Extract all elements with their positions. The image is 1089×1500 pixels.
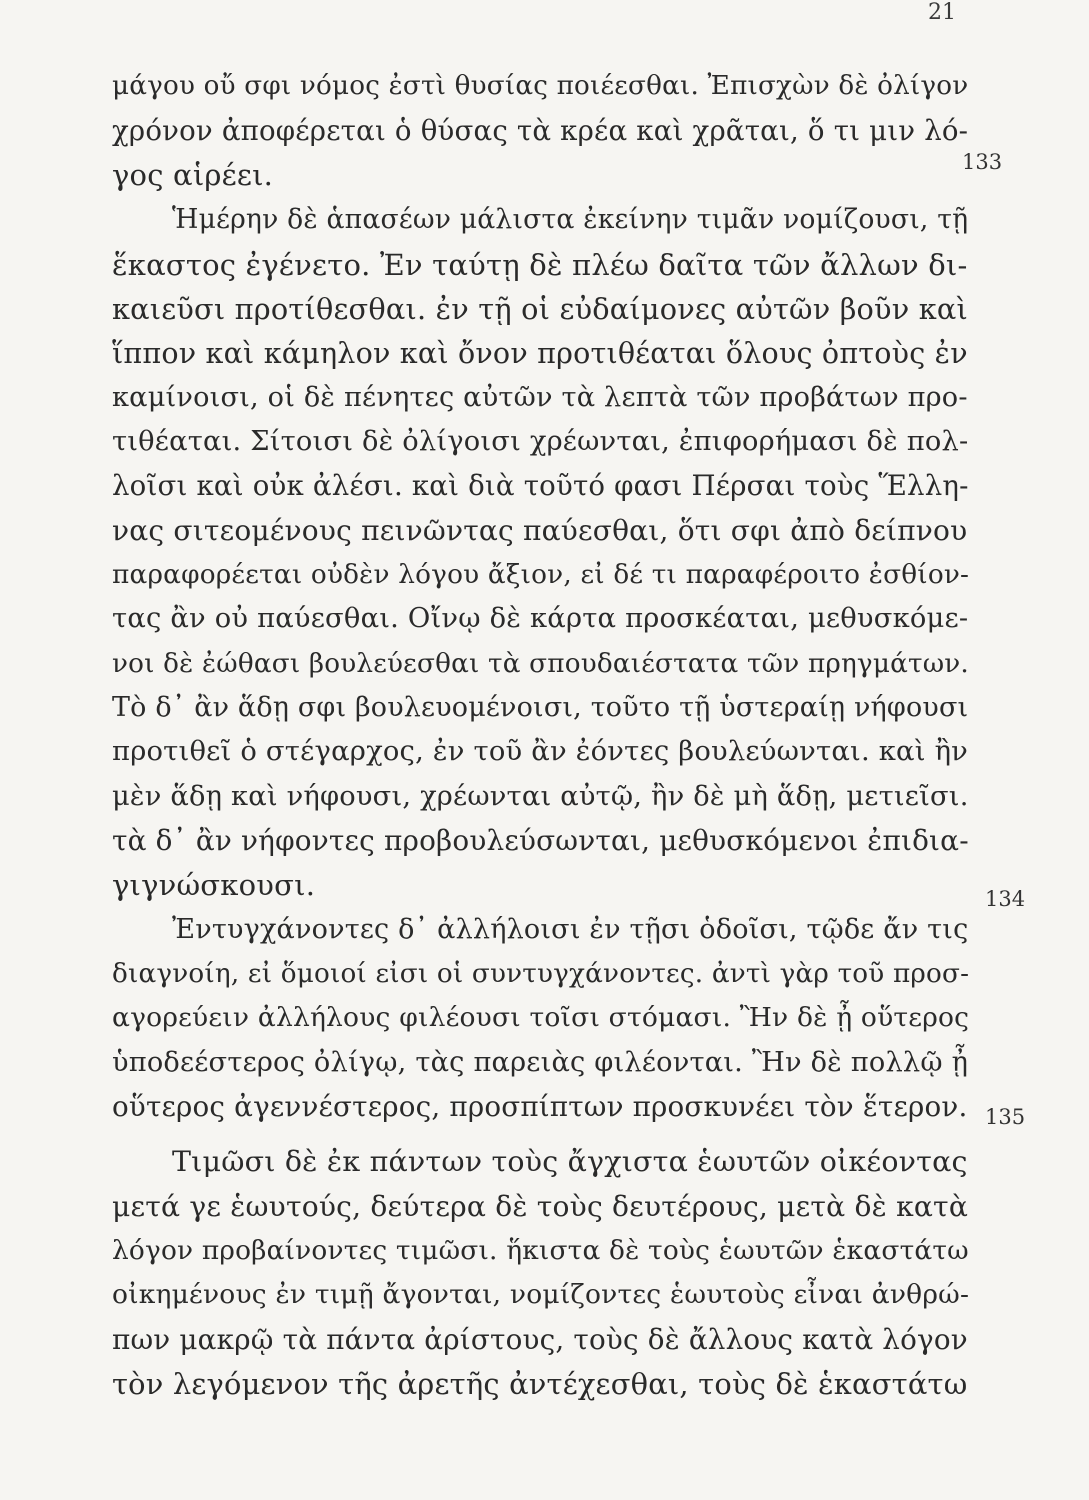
text-line: παραφορέεται οὐδὲν λόγου ἄξιον, εἰ δέ τι παραφέροιτο ἐσθίον- (112, 560, 970, 590)
text-line: μάγου οὔ σφι νόμος ἐστὶ θυσίας ποιέεσθαι. Ἐπισχὼν δὲ ὀλίγον (112, 71, 969, 101)
text-line: λοῖσι καὶ οὐκ ἀλέσι. καὶ διὰ τοῦτό φασι Πέρσαι τοὺς Ἕλλη- (112, 469, 969, 502)
text-line: Ἡμέρην δὲ ἁπασέων μάλιστα ἐκείνην τιμᾶν νομίζουσι, τῇ (172, 204, 969, 235)
text-line: Τιμῶσι δὲ ἐκ πάντων τοὺς ἄγχιστα ἑωυτῶν οἰκέοντας (172, 1145, 968, 1178)
text-line: τὰ δ᾽ ἂν νήφοντες προβουλεύσωνται, μεθυσκόμενοι ἐπιδια- (112, 824, 969, 857)
text-line: οἰκημένους ἐν τιμῇ ἄγονται, νομίζοντες ἑωυτοὺς εἶναι ἀνθρώ- (112, 1279, 970, 1310)
text-line: οὕτερος ἀγεννέστερος, προσπίπτων προσκυνέει τὸν ἕτερον. (112, 1090, 968, 1123)
text-line: τας ἂν οὐ παύεσθαι. Οἴνῳ δὲ κάρτα προσκέαται, μεθυσκόμε- (112, 603, 969, 634)
text-line: λόγον προβαίνοντες τιμῶσι. ἥκιστα δὲ τοὺς ἑωυτῶν ἑκαστάτω (112, 1236, 969, 1266)
text-line: μετά γε ἑωυτούς, δεύτερα δὲ τοὺς δευτέρους, μετὰ δὲ κατὰ (112, 1190, 969, 1223)
text-line: διαγνοίη, εἰ ὅμοιοί εἰσι οἱ συντυγχάνοντες. ἀντὶ γὰρ τοῦ προσ- (112, 959, 970, 989)
page-number: 21 (928, 0, 956, 25)
section-number-135: 135 (985, 1105, 1026, 1129)
text-line: τὸν λεγόμενον τῆς ἀρετῆς ἀντέχεσθαι, τοὺς δὲ ἑκαστάτω (112, 1367, 968, 1401)
text-line: γος αἱρέει. (112, 158, 274, 192)
text-line: ἵππον καὶ κάμηλον καὶ ὄνον προτιθέαται ὅλους ὀπτοὺς ἐν (112, 336, 968, 370)
text-line: Τὸ δ᾽ ἂν ἅδῃ σφι βουλευομένοισι, τοῦτο τῇ ὑστεραίῃ νήφουσι (112, 692, 969, 723)
text-line: προτιθεῖ ὁ στέγαρχος, ἐν τοῦ ἂν ἐόντες βουλεύωνται. καὶ ἢν (112, 736, 969, 767)
text-line: αγορεύειν ἀλλήλους φιλέουσι τοῖσι στόμασι. Ἢν δὲ ᾖ οὕτερος (112, 1002, 970, 1033)
text-line: γιγνώσκουσι. (112, 868, 316, 902)
text-line: ὑποδεέστερος ὀλίγῳ, τὰς παρειὰς φιλέονται. Ἢν δὲ πολλῷ ᾖ (112, 1047, 969, 1078)
text-line: καμίνοισι, οἱ δὲ πένητες αὐτῶν τὰ λεπτὰ τῶν προβάτων προ- (112, 382, 968, 413)
text-line: ἕκαστος ἐγένετο. Ἐν ταύτῃ δὲ πλέω δαῖτα τῶν ἄλλων δι- (112, 248, 968, 282)
text-line: καιεῦσι προτίθεσθαι. ἐν τῇ οἱ εὐδαίμονες αὐτῶν βοῦν καὶ (112, 292, 968, 326)
text-line: Ἐντυγχάνοντες δ᾽ ἀλλήλοισι ἐν τῇσι ὁδοῖσι, τῷδε ἄν τις (172, 914, 969, 945)
text-line: νοι δὲ ἐώθασι βουλεύεσθαι τὰ σπουδαιέστατα τῶν πρηγμάτων. (112, 649, 969, 679)
text-line: πων μακρῷ τὰ πάντα ἀρίστους, τοὺς δὲ ἄλλους κατὰ λόγον (112, 1323, 968, 1356)
section-number-134: 134 (985, 887, 1026, 911)
section-number-133: 133 (962, 150, 1003, 174)
text-line: νας σιτεομένους πεινῶντας παύεσθαι, ὅτι σφι ἀπὸ δείπνου (112, 514, 968, 547)
text-line: τιθέαται. Σίτοισι δὲ ὀλίγοισι χρέωνται, ἐπιφορήμασι δὲ πολ- (112, 426, 969, 457)
text-line: χρόνον ἀποφέρεται ὁ θύσας τὰ κρέα καὶ χρᾶται, ὅ τι μιν λό- (112, 114, 969, 147)
text-line: μὲν ἅδῃ καὶ νήφουσι, χρέωνται αὐτῷ, ἢν δὲ μὴ ἅδῃ, μετιεῖσι. (112, 781, 969, 812)
